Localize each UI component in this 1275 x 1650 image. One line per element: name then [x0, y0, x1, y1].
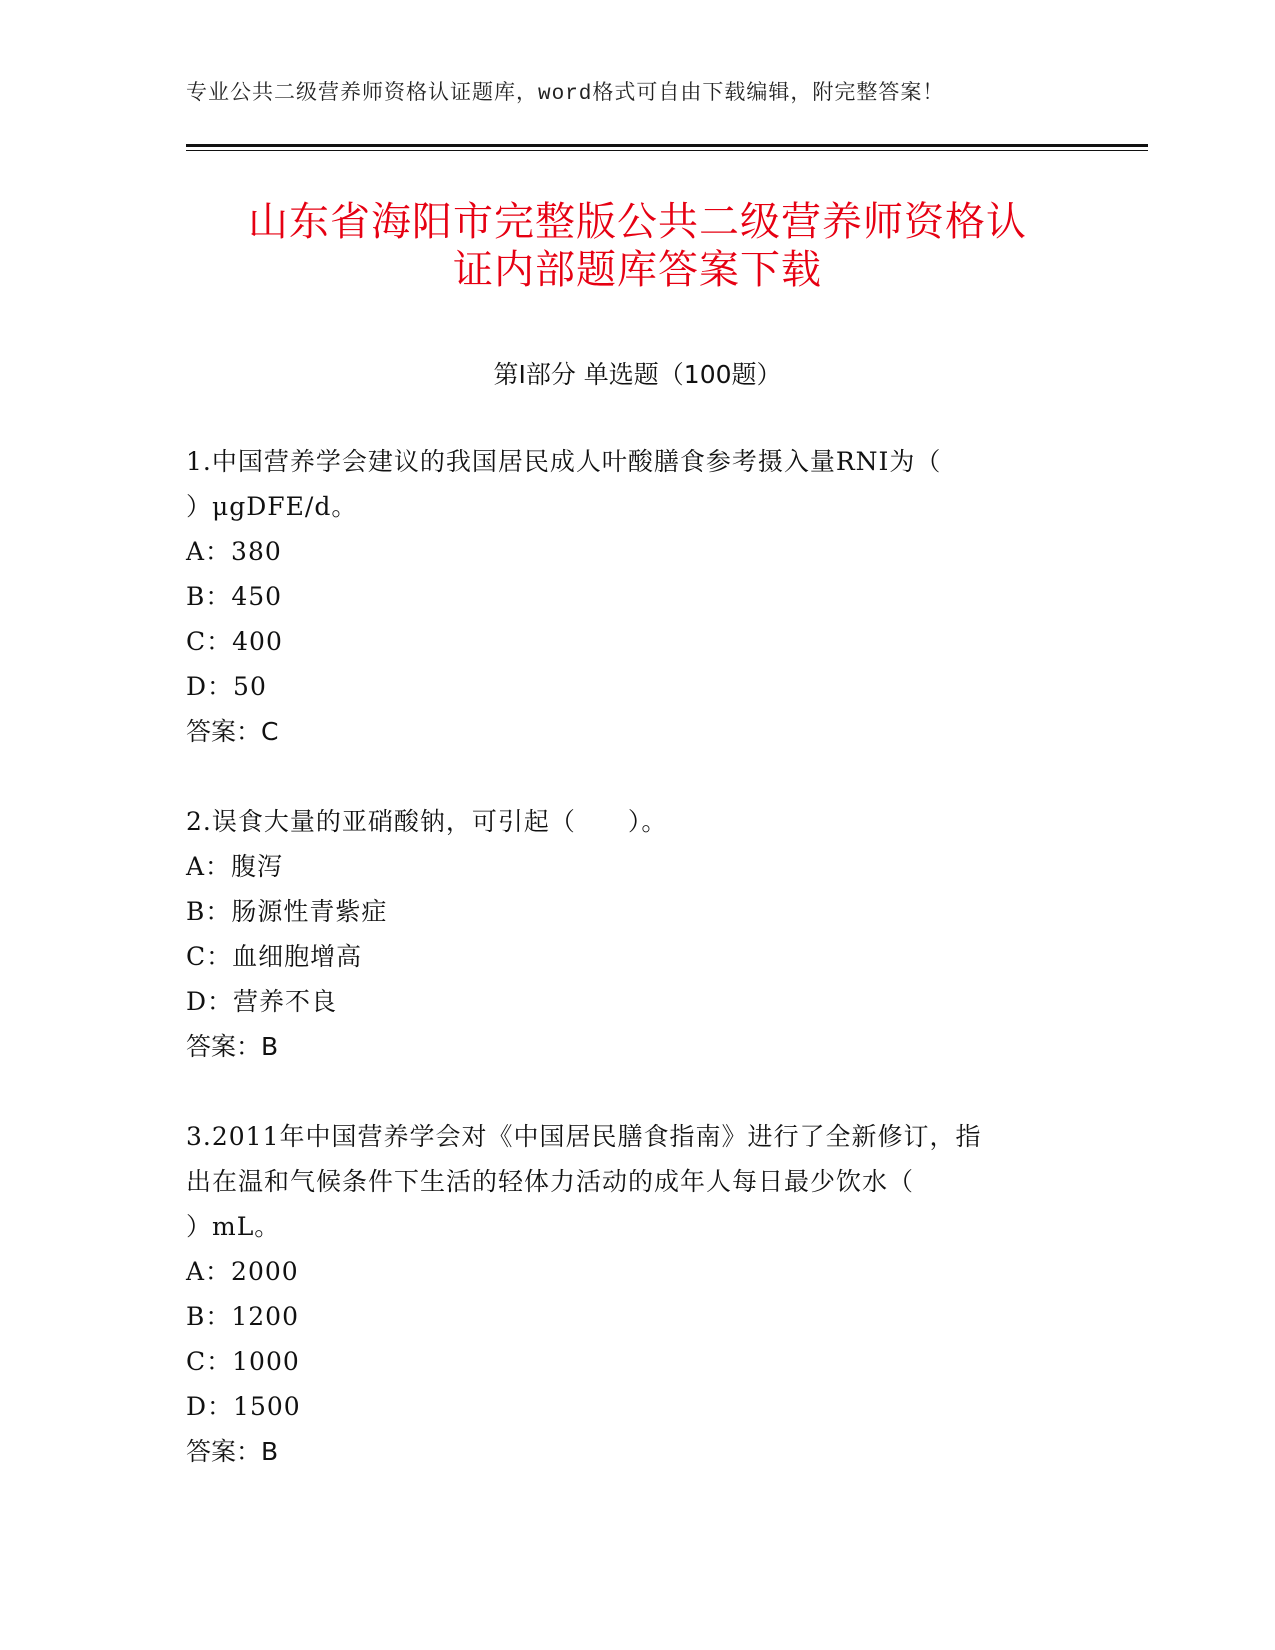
- question-3-option-b: B：1200: [186, 1302, 299, 1331]
- header-rule-thin: [186, 150, 1148, 151]
- question-2-stem-line-1: 2.误食大量的亚硝酸钠，可引起（ ）。: [186, 807, 668, 836]
- question-3-stem-line-3: ）mL。: [186, 1212, 281, 1241]
- question-3-stem-line-2: 出在温和气候条件下生活的轻体力活动的成年人每日最少饮水（: [186, 1167, 915, 1196]
- question-1-answer: 答案：C: [186, 717, 279, 746]
- question-list: [186, 439, 1066, 1519]
- question-2-option-c: C：血细胞增高: [186, 942, 363, 971]
- header-note: 专业公共二级营养师资格认证题库，word格式可自由下载编辑，附完整答案！: [186, 83, 945, 106]
- question-2: [186, 799, 1066, 1069]
- question-2-option-b: B：肠源性青紫症: [186, 897, 388, 926]
- question-3-stem-line-1: 3.2011年中国营养学会对《中国居民膳食指南》进行了全新修订，指: [186, 1122, 982, 1151]
- question-1-option-c: C：400: [186, 627, 283, 656]
- question-2-option-a: A：腹泻: [186, 852, 284, 881]
- document-title-line-2: 证内部题库答案下载: [453, 247, 822, 293]
- header-rule-thick: [186, 144, 1148, 147]
- question-3-option-c: C：1000: [186, 1347, 300, 1376]
- question-3-option-a: A：2000: [186, 1257, 299, 1286]
- document-title-line-1: 山东省海阳市完整版公共二级营养师资格认: [248, 199, 1027, 245]
- question-1-stem-line-2: ）μgDFE/d。: [186, 492, 358, 521]
- question-1-option-d: D：50: [186, 672, 267, 701]
- question-1-option-b: B：450: [186, 582, 283, 611]
- question-1-option-a: A：380: [186, 537, 282, 566]
- question-3-answer: 答案：B: [186, 1437, 279, 1466]
- document-title: [160, 198, 1115, 294]
- question-2-option-d: D：营养不良: [186, 987, 338, 1016]
- question-3: [186, 1114, 1066, 1474]
- question-3-option-d: D：1500: [186, 1392, 301, 1421]
- section-title: 第Ⅰ部分 单选题（100题）: [493, 360, 782, 389]
- question-2-answer: 答案：B: [186, 1032, 279, 1061]
- question-1-stem-line-1: 1.中国营养学会建议的我国居民成人叶酸膳食参考摄入量RNI为（: [186, 447, 942, 476]
- question-1: [186, 439, 1066, 754]
